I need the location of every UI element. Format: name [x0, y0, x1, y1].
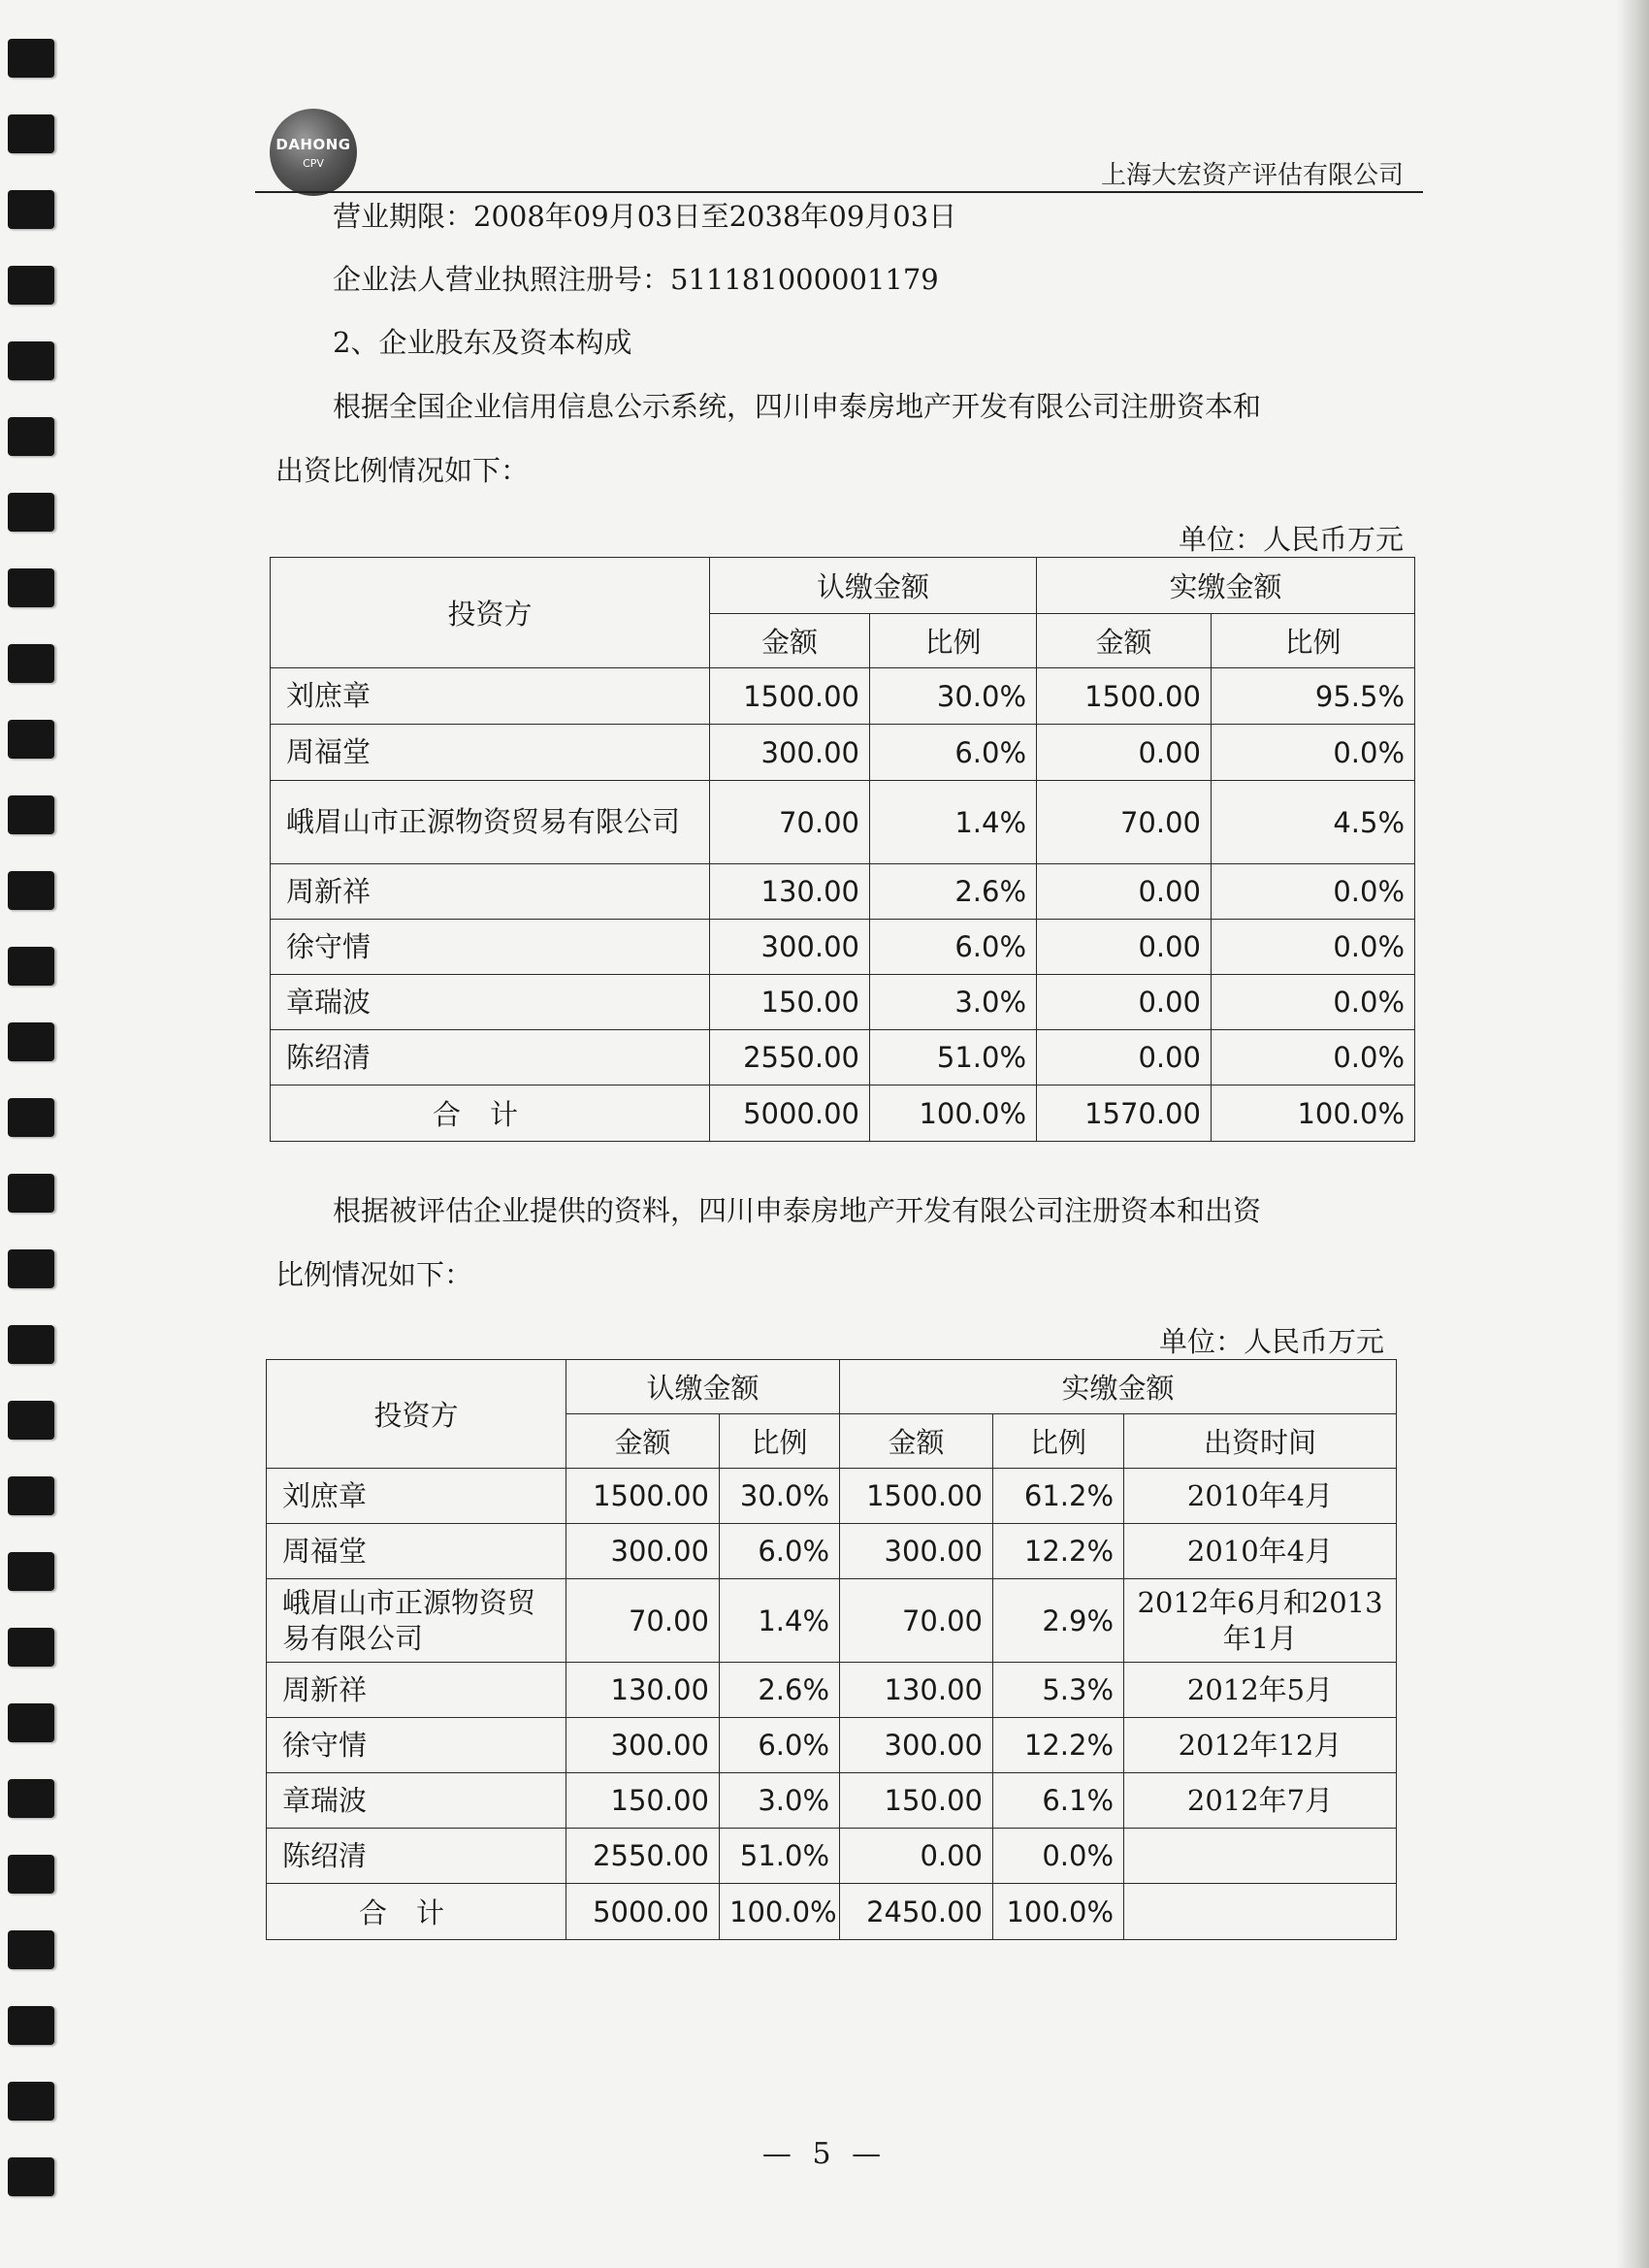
paid-ratio: 95.5% [1212, 668, 1415, 725]
binding-hole [8, 1401, 54, 1440]
company-logo [270, 109, 357, 196]
contribution-time: 2012年6月和2013年1月 [1124, 1579, 1397, 1663]
paid-ratio: 0.0% [1212, 975, 1415, 1030]
amount-header: 金额 [840, 1414, 993, 1469]
paragraph-2-line-2: 比例情况如下： [275, 1258, 473, 1291]
subscribed-amount: 2550.00 [566, 1829, 720, 1884]
table-row [267, 1829, 1397, 1884]
subscribed-amount: 1500.00 [566, 1469, 720, 1524]
contribution-time: 2010年4月 [1124, 1524, 1397, 1579]
subscribed-ratio: 6.0% [720, 1524, 840, 1579]
paid-amount: 0.00 [1037, 1030, 1212, 1085]
table-row [271, 920, 1415, 975]
logo-text-main: DAHONG [275, 136, 351, 153]
subscribed-amount: 150.00 [566, 1773, 720, 1829]
binding-hole [8, 1325, 54, 1364]
total-paid-ratio: 100.0% [1212, 1085, 1415, 1142]
header-divider [255, 191, 1423, 193]
binding-strip [0, 0, 68, 2268]
binding-hole [8, 266, 54, 305]
paid-ratio: 12.2% [993, 1718, 1124, 1773]
capital-table-1 [270, 557, 1415, 1142]
company-name-header: 上海大宏资产评估有限公司 [1100, 161, 1404, 190]
paid-ratio: 0.0% [1212, 1030, 1415, 1085]
subscribed-amount: 130.00 [566, 1663, 720, 1718]
ratio-header: 比例 [1212, 614, 1415, 668]
investor-name: 陈绍清 [267, 1829, 566, 1884]
paid-amount: 0.00 [1037, 864, 1212, 920]
total-paid-amount: 1570.00 [1037, 1085, 1212, 1142]
subscribed-amount: 70.00 [566, 1579, 720, 1663]
investor-name: 陈绍清 [271, 1030, 710, 1085]
table-total-row [271, 1085, 1415, 1142]
binding-hole [8, 417, 54, 456]
subscribed-ratio: 2.6% [870, 864, 1037, 920]
binding-hole [8, 190, 54, 229]
ratio-header: 比例 [870, 614, 1037, 668]
paid-ratio: 0.0% [1212, 725, 1415, 781]
page-edge-shadow [1616, 0, 1649, 2268]
subscribed-ratio: 3.0% [720, 1773, 840, 1829]
subscribed-amount: 130.00 [710, 864, 870, 920]
binding-hole [8, 1249, 54, 1288]
subscribed-ratio: 30.0% [870, 668, 1037, 725]
investor-name: 章瑞波 [271, 975, 710, 1030]
binding-hole [8, 1779, 54, 1818]
contribution-time: 2010年4月 [1124, 1469, 1397, 1524]
table-row [271, 558, 1415, 614]
paid-amount: 300.00 [840, 1718, 993, 1773]
total-subscribed-amount: 5000.00 [710, 1085, 870, 1142]
table-1-unit: 单位：人民币万元 [1178, 523, 1404, 556]
time-header: 出资时间 [1124, 1414, 1397, 1469]
binding-hole [8, 1098, 54, 1137]
binding-hole [8, 568, 54, 607]
subscribed-amount: 300.00 [710, 725, 870, 781]
table-row [271, 668, 1415, 725]
total-label: 合计 [267, 1884, 566, 1940]
subscribed-ratio: 30.0% [720, 1469, 840, 1524]
subscribed-ratio: 6.0% [870, 920, 1037, 975]
investor-header: 投资方 [271, 558, 710, 668]
subscribed-amount: 300.00 [566, 1524, 720, 1579]
investor-name: 周新祥 [271, 864, 710, 920]
investor-name: 徐守情 [267, 1718, 566, 1773]
paragraph-1-line-1: 根据全国企业信用信息公示系统，四川申泰房地产开发有限公司注册资本和 [333, 390, 1262, 423]
table-total-row [267, 1884, 1397, 1940]
investor-name: 峨眉山市正源物资贸易有限公司 [271, 781, 710, 864]
paid-ratio: 2.9% [993, 1579, 1124, 1663]
binding-hole [8, 2006, 54, 2045]
binding-hole [8, 947, 54, 986]
investor-name: 周新祥 [267, 1663, 566, 1718]
paid-header: 实缴金额 [840, 1360, 1397, 1414]
binding-hole [8, 871, 54, 910]
subscribed-header: 认缴金额 [566, 1360, 840, 1414]
paid-amount: 150.00 [840, 1773, 993, 1829]
subscribed-amount: 2550.00 [710, 1030, 870, 1085]
binding-hole [8, 1174, 54, 1213]
subscribed-ratio: 1.4% [870, 781, 1037, 864]
contribution-time: 2012年5月 [1124, 1663, 1397, 1718]
subscribed-amount: 300.00 [710, 920, 870, 975]
binding-hole [8, 1022, 54, 1061]
section-heading: 2、企业股东及资本构成 [333, 326, 632, 359]
paid-ratio: 0.0% [993, 1829, 1124, 1884]
ratio-header: 比例 [720, 1414, 840, 1469]
table-2-unit: 单位：人民币万元 [1158, 1325, 1384, 1358]
table-row [271, 864, 1415, 920]
paid-amount: 0.00 [1037, 725, 1212, 781]
binding-hole [8, 795, 54, 834]
investor-name: 峨眉山市正源物资贸易有限公司 [267, 1579, 566, 1663]
paid-ratio: 0.0% [1212, 920, 1415, 975]
contribution-time [1124, 1829, 1397, 1884]
registration-number: 企业法人营业执照注册号：511181000001179 [333, 263, 939, 296]
paid-amount: 300.00 [840, 1524, 993, 1579]
table-row [267, 1469, 1397, 1524]
table-row [271, 781, 1415, 864]
subscribed-amount: 150.00 [710, 975, 870, 1030]
binding-hole [8, 1476, 54, 1515]
subscribed-ratio: 2.6% [720, 1663, 840, 1718]
binding-hole [8, 1855, 54, 1894]
total-paid-ratio: 100.0% [993, 1884, 1124, 1940]
binding-hole [8, 644, 54, 683]
ratio-header: 比例 [993, 1414, 1124, 1469]
table-row [271, 975, 1415, 1030]
investor-name: 刘庶章 [271, 668, 710, 725]
paid-ratio: 12.2% [993, 1524, 1124, 1579]
investor-name: 周福堂 [267, 1524, 566, 1579]
total-contribution-time [1124, 1884, 1397, 1940]
investor-header: 投资方 [267, 1360, 566, 1469]
binding-hole [8, 720, 54, 759]
business-term: 营业期限：2008年09月03日至2038年09月03日 [333, 200, 957, 233]
table-row [267, 1663, 1397, 1718]
binding-hole [8, 1628, 54, 1667]
binding-hole [8, 1703, 54, 1742]
page-number: — 5 — [761, 2137, 888, 2171]
total-paid-amount: 2450.00 [840, 1884, 993, 1940]
subscribed-ratio: 51.0% [870, 1030, 1037, 1085]
binding-hole [8, 341, 54, 380]
paid-amount: 0.00 [1037, 920, 1212, 975]
table-row [267, 1773, 1397, 1829]
subscribed-ratio: 1.4% [720, 1579, 840, 1663]
table-row [267, 1718, 1397, 1773]
paid-amount: 130.00 [840, 1663, 993, 1718]
paid-ratio: 6.1% [993, 1773, 1124, 1829]
table-row [271, 1030, 1415, 1085]
investor-name: 章瑞波 [267, 1773, 566, 1829]
binding-hole [8, 114, 54, 153]
binding-hole [8, 1552, 54, 1591]
paid-amount: 70.00 [1037, 781, 1212, 864]
investor-name: 刘庶章 [267, 1469, 566, 1524]
contribution-time: 2012年7月 [1124, 1773, 1397, 1829]
paid-ratio: 61.2% [993, 1469, 1124, 1524]
subscribed-ratio: 51.0% [720, 1829, 840, 1884]
table-row [267, 1524, 1397, 1579]
amount-header: 金额 [1037, 614, 1212, 668]
table-row [271, 725, 1415, 781]
subscribed-amount: 70.00 [710, 781, 870, 864]
table-row [267, 1579, 1397, 1663]
table-row [267, 1360, 1397, 1414]
binding-hole [8, 1930, 54, 1969]
paid-ratio: 5.3% [993, 1663, 1124, 1718]
capital-table-2 [266, 1359, 1397, 1940]
investor-name: 周福堂 [271, 725, 710, 781]
paid-amount: 0.00 [1037, 975, 1212, 1030]
subscribed-amount: 300.00 [566, 1718, 720, 1773]
subscribed-ratio: 6.0% [720, 1718, 840, 1773]
binding-hole [8, 39, 54, 78]
subscribed-ratio: 6.0% [870, 725, 1037, 781]
paid-amount: 70.00 [840, 1579, 993, 1663]
subscribed-header: 认缴金额 [710, 558, 1037, 614]
paid-ratio: 4.5% [1212, 781, 1415, 864]
paid-amount: 1500.00 [1037, 668, 1212, 725]
amount-header: 金额 [710, 614, 870, 668]
paid-amount: 1500.00 [840, 1469, 993, 1524]
paragraph-1-line-2: 出资比例情况如下： [275, 454, 530, 487]
logo-text-sub: CPV [303, 157, 324, 170]
paragraph-2-line-1: 根据被评估企业提供的资料，四川申泰房地产开发有限公司注册资本和出资 [333, 1194, 1262, 1227]
paid-ratio: 0.0% [1212, 864, 1415, 920]
investor-name: 徐守情 [271, 920, 710, 975]
paid-header: 实缴金额 [1037, 558, 1415, 614]
subscribed-amount: 1500.00 [710, 668, 870, 725]
subscribed-ratio: 3.0% [870, 975, 1037, 1030]
total-subscribed-ratio: 100.0% [870, 1085, 1037, 1142]
contribution-time: 2012年12月 [1124, 1718, 1397, 1773]
paid-amount: 0.00 [840, 1829, 993, 1884]
total-label: 合计 [271, 1085, 710, 1142]
total-subscribed-ratio: 100.0% [720, 1884, 840, 1940]
binding-hole [8, 493, 54, 532]
amount-header: 金额 [566, 1414, 720, 1469]
total-subscribed-amount: 5000.00 [566, 1884, 720, 1940]
binding-hole [8, 2082, 54, 2121]
